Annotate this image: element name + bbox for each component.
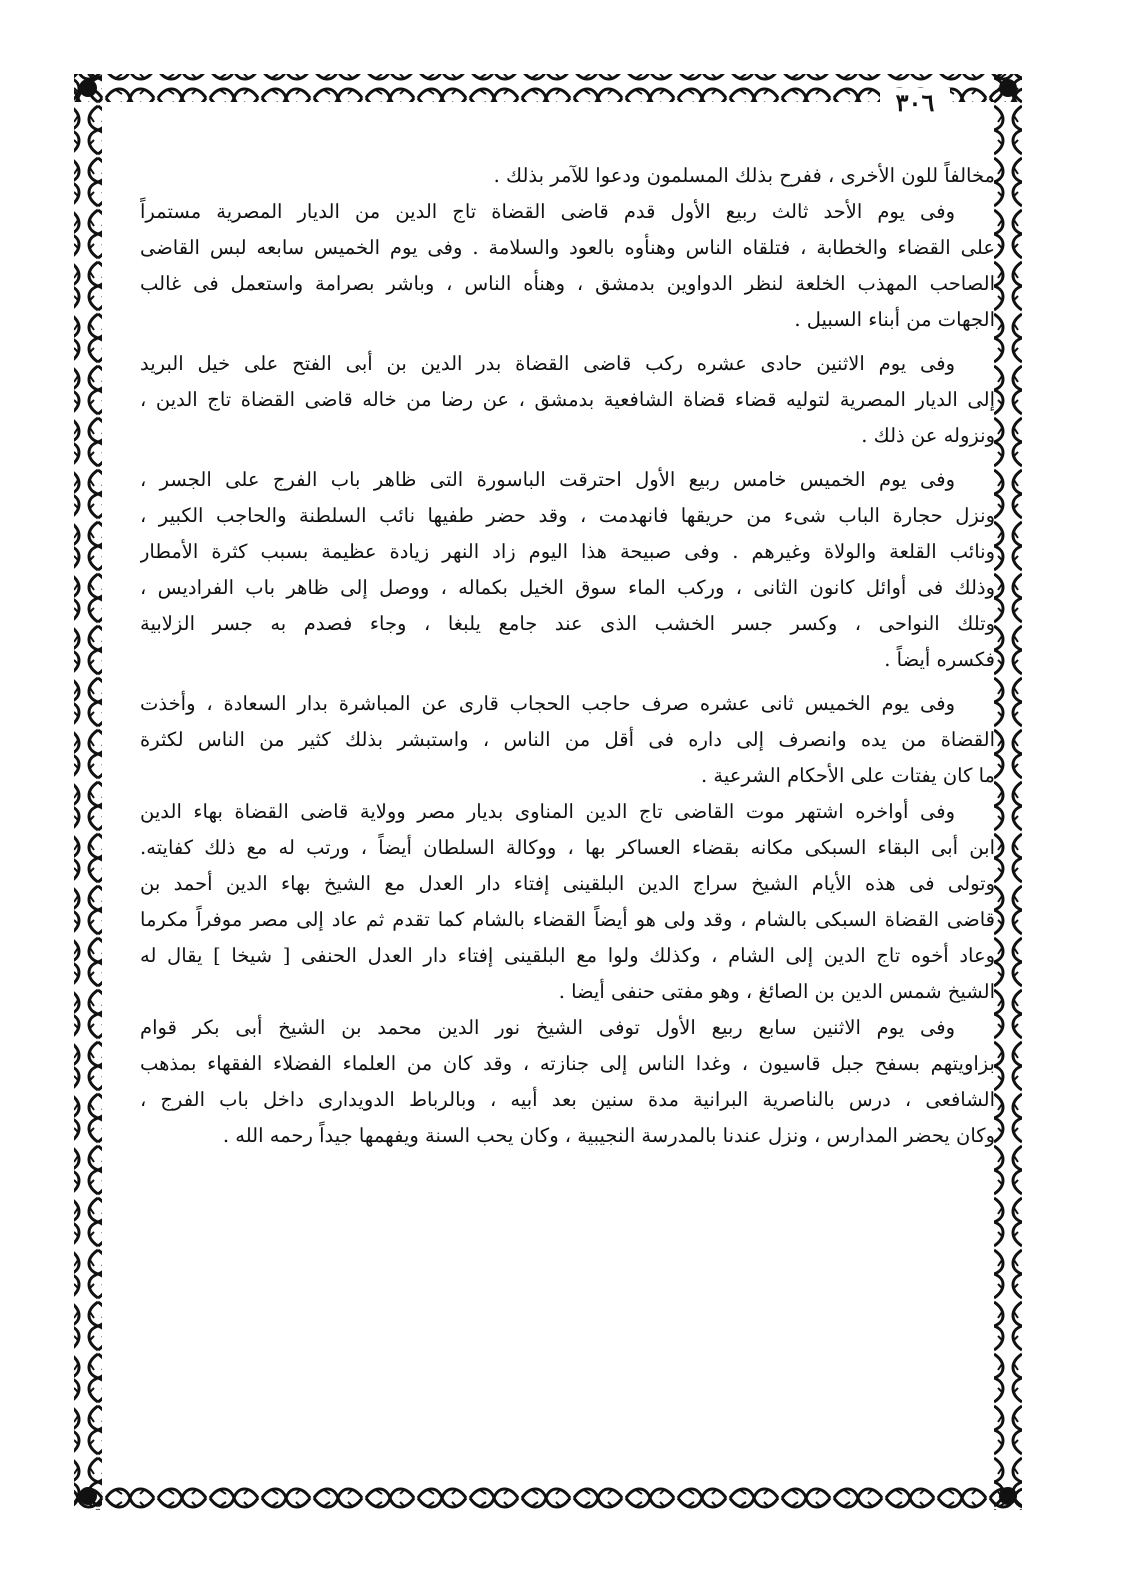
text-line: وعاد أخوه تاج الدين إلى الشام ، وكذلك ولوا مع البلقينى إفتاء دار العدل الحنفى [ شيخا ] يقال له (140, 944, 995, 967)
text-line: ونائب القلعة والولاة وغيرهم . وفى صبيحة هذا اليوم زاد النهر زيادة عظيمة بسبب كثرة الأمطار (140, 540, 995, 563)
text-line: وفى يوم الأحد ثالث ربيع الأول قدم قاضى القضاة تاج الدين من الديار المصرية مستمراً (140, 200, 955, 223)
text-line: ابن أبى البقاء السبكى مكانه بقضاء العساكر بها ، ووكالة السلطان أيضاً ، ورتب له مع ذلك كفايته. (140, 836, 995, 859)
text-line: الصاحب المهذب الخلعة لنظر الدواوين بدمشق ، وهنأه الناس ، وباشر بصرامة واستعمل فى غالب (140, 272, 995, 295)
text-line: الشيخ شمس الدين بن الصائغ ، وهو مفتى حنفى أيضا . (558, 980, 995, 1003)
border-bottom (74, 1482, 1022, 1510)
text-line: مخالفاً للون الأخرى ، ففرح بذلك المسلمون ودعوا للآمر بذلك . (493, 164, 995, 187)
main-text (140, 158, 995, 1154)
text-line: وفى يوم الاثنين حادى عشره ركب قاضى القضاة بدر الدين بن أبى الفتح على خيل البريد (140, 352, 955, 375)
text-line: على القضاء والخطابة ، فتلقاه الناس وهنأوه بالعود والسلامة . وفى يوم الخميس سابعه لبس القاضى (140, 236, 995, 259)
text-line: وفى أواخره اشتهر موت القاضى تاج الدين المناوى بديار مصر وولاية قاضى القضاة بهاء الدين (140, 800, 955, 823)
text-line: قاضى القضاة السبكى بالشام ، وقد ولى هو أيضاً القضاء بالشام كما تقدم ثم عاد إلى مصر موفراً مكرما (140, 908, 995, 931)
text-line: وتلك النواحى ، وكسر جسر الخشب الذى عند جامع يلبغا ، وجاء فصدم به جسر الزلابية (140, 612, 995, 635)
text-line: وفى يوم الخميس ثانى عشره صرف حاجب الحجاب قارى عن المباشرة بدار السعادة ، وأخذت (140, 692, 955, 715)
text-line: وكان يحضر المدارس ، ونزل عندنا بالمدرسة النجيبية ، وكان يحب السنة ويفهمها جيداً رحمه الله . (222, 1124, 995, 1147)
text-line: ما كان يفتات على الأحكام الشرعية . (700, 764, 995, 787)
border-left (74, 74, 102, 1510)
text-line: وفى يوم الخميس خامس ربيع الأول احترقت الباسورة التى ظاهر باب الفرج على الجسر ، (140, 468, 955, 491)
text-line: وذلك فى أوائل كانون الثانى ، وركب الماء سوق الخيل بكماله ، ووصل إلى ظاهر باب الفراديس ، (140, 576, 995, 599)
paragraph (140, 462, 995, 678)
text-line: وفى يوم الاثنين سابع ربيع الأول توفى الشيخ نور الدين محمد بن الشيخ أبى بكر قوام (140, 1016, 955, 1039)
paragraph (140, 1010, 995, 1154)
text-line: الجهات من أبناء السبيل . (794, 308, 995, 331)
text-line: إلى الديار المصرية لتوليه قضاء قضاة الشافعية بدمشق ، عن رضا من خاله قاضى القضاة تاج الدين ، (140, 388, 995, 411)
paragraph (140, 158, 995, 194)
text-line: الشافعى ، درس بالناصرية البرانية مدة سنين بعد أبيه ، وبالرباط الدويدارى داخل باب الفرج ، (140, 1088, 995, 1111)
page-number: ٣٠٦ (880, 88, 950, 118)
border-right (994, 74, 1022, 1510)
text-line: وتولى فى هذه الأيام الشيخ سراج الدين البلقينى إفتاء دار العدل مع الشيخ بهاء الدين أحمد بن (140, 872, 995, 895)
paragraph (140, 194, 995, 338)
text-line: ونزوله عن ذلك . (861, 424, 995, 447)
text-line: فكسره أيضاً . (884, 648, 995, 671)
paragraph (140, 686, 995, 794)
text-line: بزاويتهم بسفح جبل قاسيون ، وغدا الناس إلى جنازته ، وقد كان من العلماء الفضلاء الفقهاء بمذهب (140, 1052, 995, 1075)
paragraph (140, 346, 995, 454)
text-line: القضاة من يده وانصرف إلى داره فى أقل من الناس ، واستبشر بذلك كثير من الناس لكثرة (140, 728, 995, 751)
text-line: ونزل حجارة الباب شىء من حريقها فانهدمت ، وقد حضر طفيها نائب السلطنة والحاجب الكبير ، (140, 504, 995, 527)
paragraph (140, 794, 995, 1010)
